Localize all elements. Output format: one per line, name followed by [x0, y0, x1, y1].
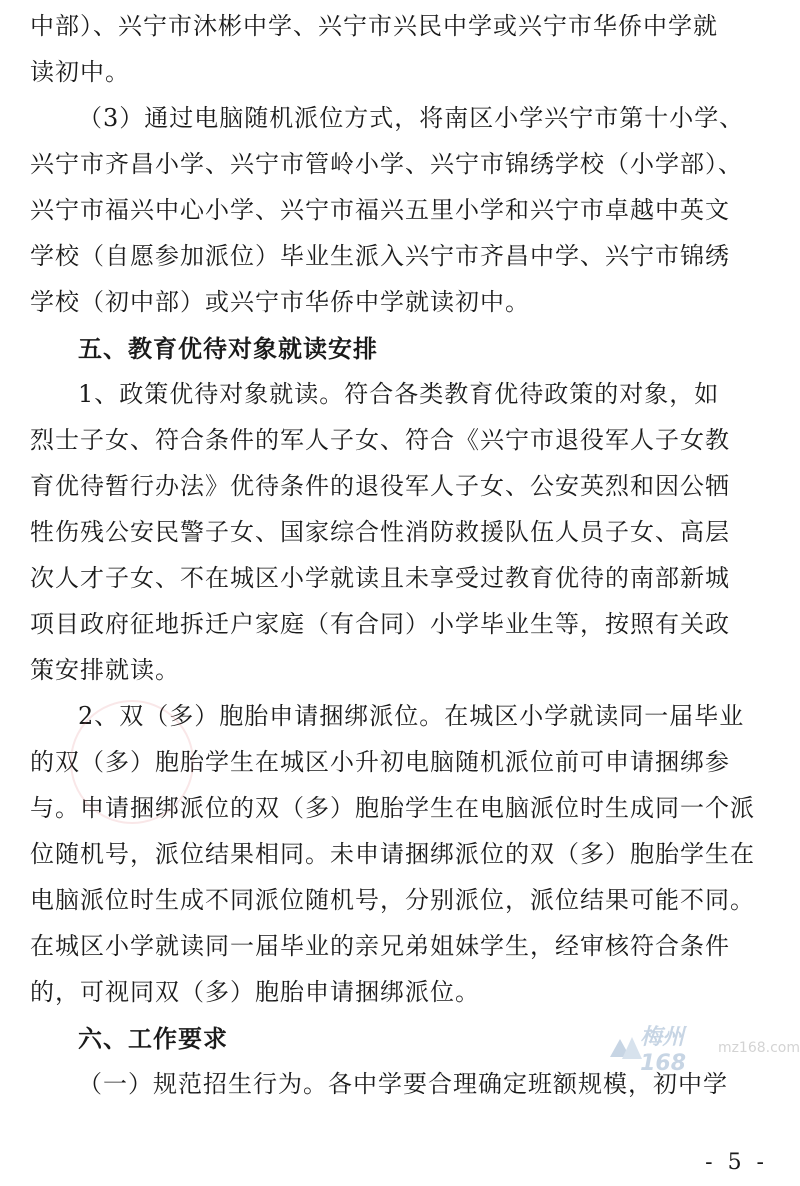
text-line: 在城区小学就读同一届毕业的亲兄弟姐妹学生，经审核符合条件: [30, 932, 730, 960]
section-heading: 五、教育优待对象就读安排: [78, 334, 378, 363]
text-line: 牲伤残公安民警子女、国家综合性消防救援队伍人员子女、高层: [30, 518, 730, 546]
watermark-url: mz168.com: [717, 1040, 800, 1056]
text-line: 次人才子女、不在城区小学就读且未享受过教育优待的南部新城: [30, 564, 730, 592]
text-line: （3）通过电脑随机派位方式，将南区小学兴宁市第十小学、: [78, 104, 745, 132]
text-line: 的双（多）胞胎学生在城区小升初电脑随机派位前可申请捆绑参: [30, 748, 730, 776]
text-line: 1、政策优待对象就读。符合各类教育优待政策的对象，如: [78, 380, 720, 408]
section-heading: 六、工作要求: [78, 1024, 228, 1053]
text-line: 学校（初中部）或兴宁市华侨中学就读初中。: [30, 288, 530, 316]
text-line: （一）规范招生行为。各中学要合理确定班额规模，初中学: [78, 1070, 728, 1098]
text-line: 中部）、兴宁市沐彬中学、兴宁市兴民中学或兴宁市华侨中学就: [30, 12, 718, 40]
text-line: 项目政府征地拆迁户家庭（有合同）小学毕业生等，按照有关政: [30, 610, 730, 638]
text-line: 位随机号，派位结果相同。未申请捆绑派位的双（多）胞胎学生在: [30, 840, 755, 868]
text-line: 策安排就读。: [30, 656, 180, 684]
page-number: - 5 -: [705, 1150, 768, 1175]
text-line: 的，可视同双（多）胞胎申请捆绑派位。: [30, 978, 480, 1006]
text-line: 学校（自愿参加派位）毕业生派入兴宁市齐昌中学、兴宁市锦绣: [30, 242, 730, 270]
text-line: 2、双（多）胞胎申请捆绑派位。在城区小学就读同一届毕业: [78, 702, 745, 730]
watermark-text: 梅州168: [640, 1025, 687, 1076]
text-line: 电脑派位时生成不同派位随机号，分别派位，派位结果可能不同。: [30, 886, 755, 914]
text-line: 育优待暂行办法》优待条件的退役军人子女、公安英烈和因公牺: [30, 472, 730, 500]
text-line: 兴宁市福兴中心小学、兴宁市福兴五里小学和兴宁市卓越中英文: [30, 196, 730, 224]
text-line: 兴宁市齐昌小学、兴宁市管岭小学、兴宁市锦绣学校（小学部）、: [30, 150, 743, 178]
text-line: 烈士子女、符合条件的军人子女、符合《兴宁市退役军人子女教: [30, 426, 730, 454]
text-line: 读初中。: [30, 58, 130, 86]
text-line: 与。申请捆绑派位的双（多）胞胎学生在电脑派位时生成同一个派: [30, 794, 755, 822]
